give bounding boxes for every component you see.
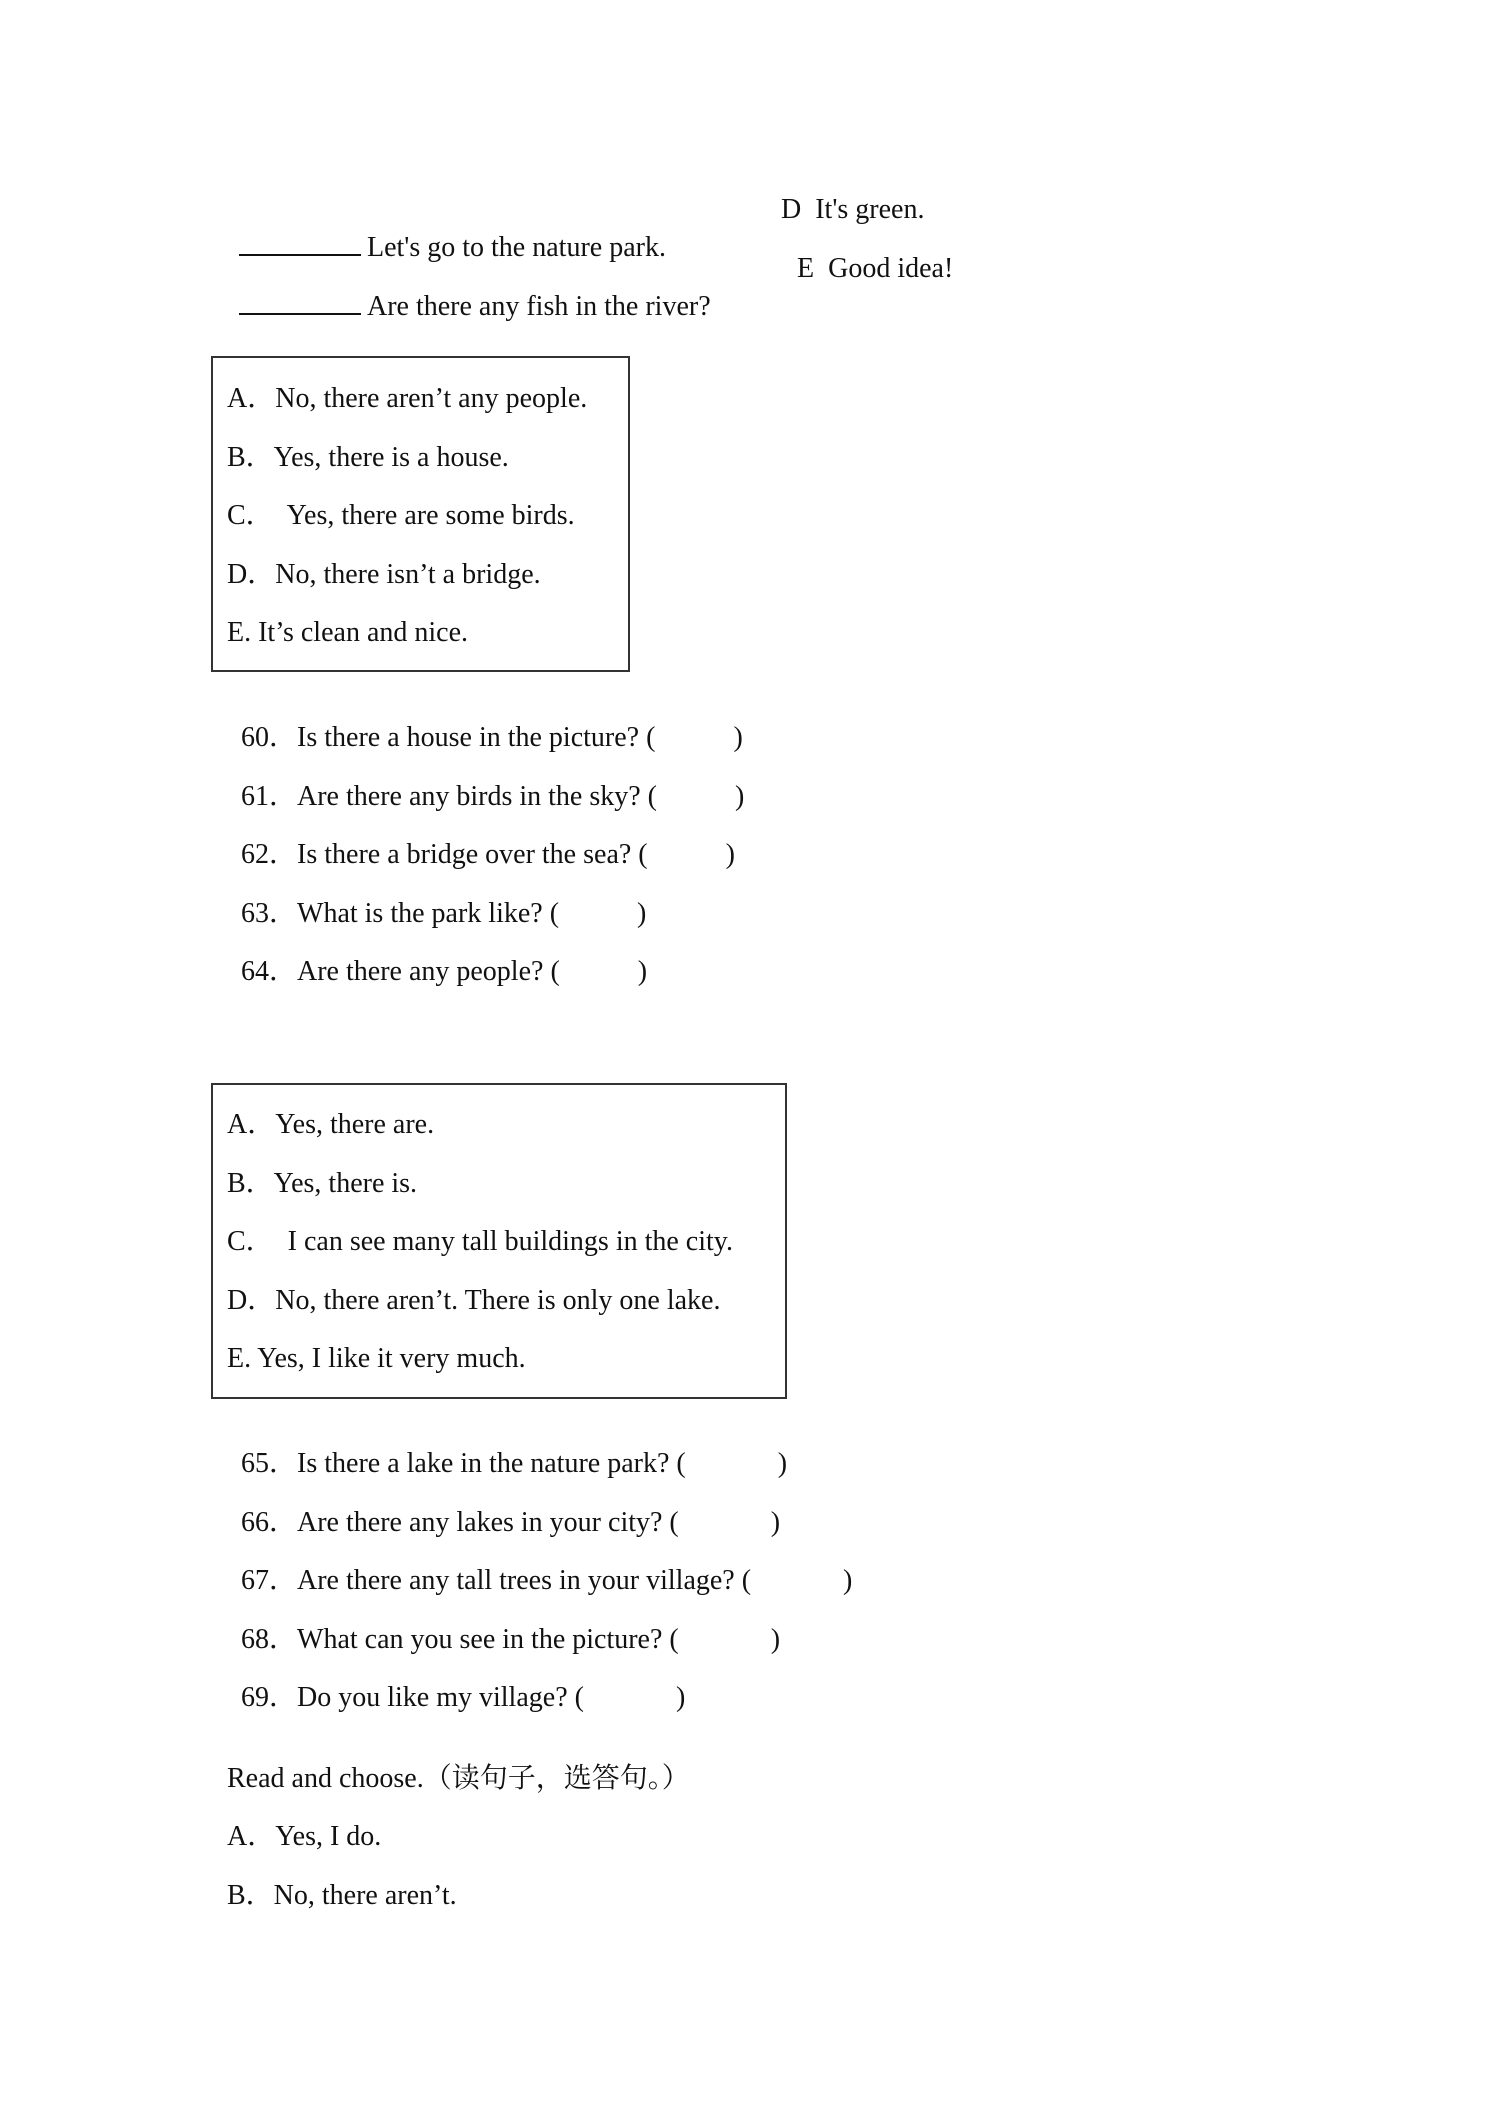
question-number: 62．	[241, 839, 298, 870]
question-text: Is there a bridge over the sea? (	[297, 839, 648, 870]
answer-blank[interactable]	[239, 287, 361, 315]
question-text: Are there any people? (	[297, 956, 560, 987]
section-heading: Read and choose.（读句子，选答句。）	[227, 1763, 690, 1794]
question-text: What can you see in the picture? (	[297, 1624, 679, 1655]
option-d: D．No, there aren’t. There is only one lake.	[227, 1285, 721, 1316]
option-a: A．Yes, there are.	[227, 1109, 435, 1140]
option-a: A．Yes, I do.	[227, 1821, 382, 1852]
question-text: Is there a lake in the nature park? (	[297, 1448, 686, 1479]
question-number: 64．	[241, 956, 298, 987]
question-69: 69．Do you like my village? ( )	[241, 1682, 686, 1713]
question-text: Are there any birds in the sky? (	[297, 781, 658, 812]
option-d: D．No, there isn’t a bridge.	[227, 559, 541, 590]
matching-question: Are there any fish in the river?	[367, 291, 711, 322]
question-text: Is there a house in the picture? (	[297, 722, 656, 753]
matching-row-2	[225, 251, 711, 322]
matching-option-d: D It's green.	[781, 194, 925, 225]
option-c: C． Yes, there are some birds.	[227, 500, 575, 531]
option-b: B．Yes, there is.	[227, 1168, 418, 1199]
question-text: What is the park like? (	[297, 898, 560, 929]
question-64: 64．Are there any people? ( )	[241, 956, 648, 987]
question-number: 69．	[241, 1682, 298, 1713]
question-number: 65．	[241, 1448, 298, 1479]
matching-row-1	[225, 192, 666, 263]
question-text: Do you like my village? (	[297, 1682, 584, 1713]
option-e: E. Yes, I like it very much.	[227, 1343, 526, 1374]
option-e: E. It’s clean and nice.	[227, 617, 469, 648]
question-number: 60．	[241, 722, 298, 753]
question-63: 63．What is the park like? ( )	[241, 898, 647, 929]
question-text: Are there any lakes in your city? (	[297, 1507, 679, 1538]
question-60: 60．Is there a house in the picture? ( )	[241, 722, 743, 753]
matching-option-e: E Good idea!	[797, 253, 954, 284]
question-68: 68．What can you see in the picture? ( )	[241, 1624, 781, 1655]
question-65: 65．Is there a lake in the nature park? ( )	[241, 1448, 788, 1479]
question-number: 67．	[241, 1565, 298, 1596]
option-b: B．No, there aren’t.	[227, 1880, 457, 1911]
question-number: 61．	[241, 781, 298, 812]
question-66: 66．Are there any lakes in your city? ( )	[241, 1507, 781, 1538]
question-number: 68．	[241, 1624, 298, 1655]
question-67: 67．Are there any tall trees in your village? ( )	[241, 1565, 853, 1596]
option-b: B．Yes, there is a house.	[227, 442, 509, 473]
question-number: 66．	[241, 1507, 298, 1538]
option-a: A．No, there aren’t any people.	[227, 383, 588, 414]
question-62: 62．Is there a bridge over the sea? ( )	[241, 839, 735, 870]
question-text: Are there any tall trees in your village? (	[297, 1565, 752, 1596]
question-61: 61．Are there any birds in the sky? ( )	[241, 781, 745, 812]
option-c: C． I can see many tall buildings in the city.	[227, 1226, 733, 1257]
question-number: 63．	[241, 898, 298, 929]
matching-question: Let's go to the nature park.	[367, 232, 666, 263]
